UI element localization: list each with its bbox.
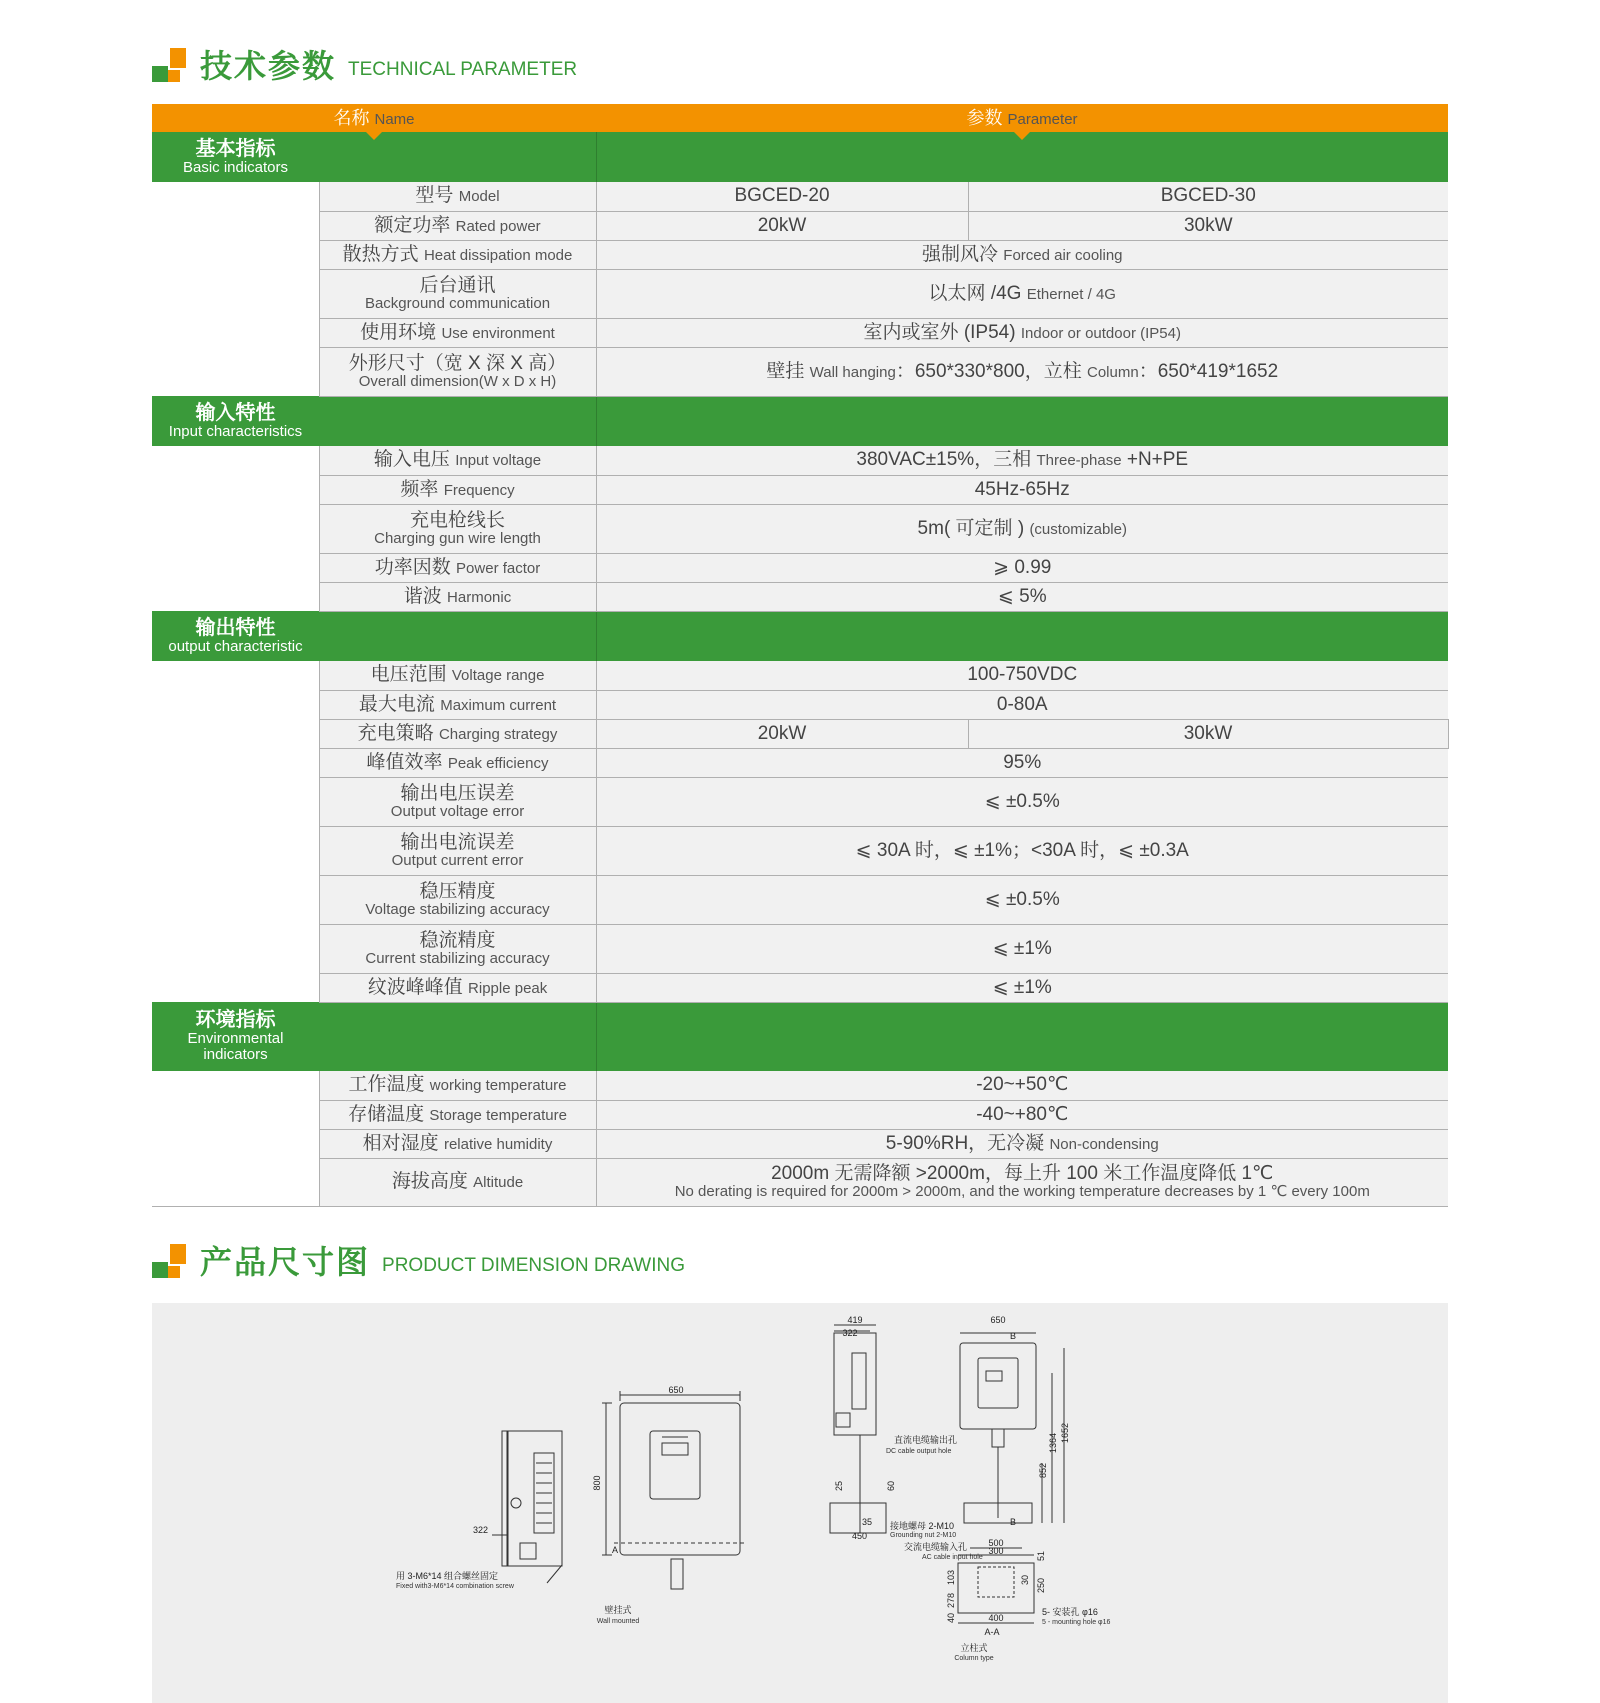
table-row: 充电策略 Charging strategy 20kW 30kW [152, 719, 1448, 748]
dim-450: 450 [852, 1531, 868, 1541]
section-aa-plate [958, 1563, 1034, 1613]
dimension-drawing [152, 1303, 1448, 1703]
group-title: 环境指标 Environmental indicators [152, 1002, 319, 1071]
table-row: 工作温度 working temperature -20~+50℃ [152, 1071, 1448, 1100]
column-front-body [960, 1343, 1036, 1429]
column-caption-cn: 立柱式 [960, 1643, 988, 1653]
ac-hole-en: AC cable input hole [922, 1554, 983, 1561]
dc-hole-en: DC cable output hole [886, 1448, 952, 1455]
group-row-output [152, 611, 1448, 661]
section-mark-a: A [612, 1545, 619, 1555]
group-row-input [152, 396, 1448, 446]
dim-400: 400 [988, 1613, 1004, 1623]
wall-front-body [620, 1403, 740, 1555]
table-row: 电压范围 Voltage range 100-750VDC [152, 661, 1448, 690]
section-title-cn: 技术参数 [200, 48, 337, 84]
table-header-row [152, 104, 1448, 132]
screw-note-cn: 用 3-M6*14 组合螺丝固定 [396, 1571, 499, 1581]
column-side-vent [852, 1353, 866, 1409]
wall-side-port [520, 1543, 536, 1559]
table-row: 稳流精度 Current stabilizing accuracy ⩽ ±1% [152, 924, 1448, 973]
section-title-technical [152, 48, 577, 82]
dim-322-col: 322 [842, 1328, 858, 1338]
section-mark-b2: B [1010, 1517, 1017, 1527]
ac-hole-cn: 交流电缆输入孔 [904, 1542, 968, 1552]
dim-25: 25 [834, 1480, 844, 1491]
column-side-body [834, 1333, 876, 1435]
dim-60: 60 [886, 1480, 896, 1491]
dim-1652: 1652 [1060, 1422, 1070, 1443]
section-bullet-icon [152, 48, 186, 82]
table-row: 功率因数 Power factor ⩾ 0.99 [152, 553, 1448, 582]
column-front-screen [986, 1371, 1002, 1381]
ground-nut-en: Grounding nut 2-M10 [890, 1532, 957, 1539]
group-row-environment [152, 1002, 1448, 1071]
group-title: 输出特性 output characteristic [152, 611, 319, 661]
dimension-drawing-svg [152, 1303, 1448, 1703]
group-title: 输入特性 Input characteristics [152, 396, 319, 446]
dim-650-wall: 650 [668, 1385, 684, 1395]
wall-front-post [671, 1559, 683, 1589]
column-caption-en: Column type [954, 1655, 994, 1662]
dim-300: 300 [988, 1546, 1004, 1556]
table-row: 散热方式 Heat dissipation mode 强制风冷 Forced air cooling [152, 240, 1448, 269]
wall-front-screen [662, 1443, 688, 1455]
wall-side-bolt [511, 1498, 521, 1508]
table-row: 峰值效率 Peak efficiency 95% [152, 748, 1448, 777]
table-row: 频率 Frequency 45Hz-65Hz [152, 475, 1448, 504]
section-title-en: TECHNICAL PARAMETER [348, 59, 578, 80]
section-title-cn: 产品尺寸图 [200, 1244, 371, 1280]
table-row: 额定功率 Rated power 20kW 30kW [152, 211, 1448, 240]
table-row: 输出电压误差 Output voltage error ⩽ ±0.5% [152, 777, 1448, 826]
dim-40: 40 [946, 1612, 956, 1623]
section-title-en: PRODUCT DIMENSION DRAWING [382, 1255, 685, 1276]
section-title-dimension [152, 1244, 685, 1278]
section-mark-b: B [1010, 1331, 1017, 1341]
section-aa-label: A-A [984, 1627, 1000, 1637]
table-row: 存储温度 Storage temperature -40~+80℃ [152, 1100, 1448, 1129]
table-row: 稳压精度 Voltage stabilizing accuracy ⩽ ±0.5% [152, 875, 1448, 924]
table-row: 后台通讯 Background communication 以太网 /4G Ethernet / 4G [152, 269, 1448, 318]
wall-caption-en: Wall mounted [596, 1618, 640, 1625]
mount-hole-cn: 5- 安装孔 φ16 [1042, 1607, 1098, 1617]
dim-800: 800 [592, 1475, 602, 1491]
dim-1364: 1364 [1048, 1432, 1058, 1453]
dim-278: 278 [946, 1592, 956, 1608]
table-row: 纹波峰峰值 Ripple peak ⩽ ±1% [152, 973, 1448, 1002]
table-row: 外形尺寸（宽 X 深 X 高） Overall dimension(W x D x H) 壁挂 Wall hanging：650*330*800，立柱 Column：650*419*1652 [152, 347, 1448, 396]
table-row: 海拔高度 Altitude 2000m 无需降额 >2000m，每上升 100 米工作温度降低 1℃ No derating is required for 2000m > 2000m, and the working temperature decreases by 1 ℃ every 100m [152, 1158, 1448, 1206]
table-row: 使用环境 Use environment 室内或室外 (IP54) Indoor or outdoor (IP54) [152, 318, 1448, 347]
dc-hole-cn: 直流电缆输出孔 [894, 1435, 958, 1445]
column-front-panel [978, 1358, 1018, 1408]
wall-front-panel [650, 1431, 700, 1499]
wall-caption-cn: 壁挂式 [604, 1605, 632, 1615]
table-row: 相对湿度 relative humidity 5-90%RH，无冷凝 Non-condensing [152, 1129, 1448, 1158]
dim-51: 51 [1036, 1550, 1046, 1561]
parameter-table [152, 104, 1449, 1207]
table-row: 谐波 Harmonic ⩽ 5% [152, 582, 1448, 611]
dim-500: 500 [988, 1538, 1004, 1548]
header-parameter: 参数 Parameter [596, 104, 1448, 132]
group-title: 基本指标 Basic indicators [152, 132, 319, 182]
dim-103: 103 [946, 1569, 956, 1585]
dim-35: 35 [862, 1517, 873, 1527]
mount-hole-en: 5 - mounting hole φ16 [1042, 1619, 1111, 1626]
table-row: 型号 Model BGCED-20 BGCED-30 [152, 182, 1448, 211]
table-row: 输出电流误差 Output current error ⩽ 30A 时，⩽ ±1%；<30A 时，⩽ ±0.3A [152, 826, 1448, 875]
dim-419: 419 [847, 1315, 863, 1325]
dim-250: 250 [1036, 1577, 1046, 1593]
table-row: 输入电压 Input voltage 380VAC±15%，三相 Three-phase +N+PE [152, 446, 1448, 475]
header-name: 名称 Name [152, 104, 596, 132]
dim-650-col: 650 [990, 1315, 1006, 1325]
section-bullet-icon [152, 1244, 186, 1278]
table-row: 充电枪线长 Charging gun wire length 5m( 可定制 ) (customizable) [152, 504, 1448, 553]
table-row: 最大电流 Maximum current 0-80A [152, 690, 1448, 719]
ground-nut-cn: 接地螺母 2-M10 [890, 1521, 955, 1531]
dim-322-wall: 322 [472, 1525, 488, 1535]
screw-note-en: Fixed with3-M6*14 combination screw [396, 1583, 514, 1590]
dim-852: 852 [1038, 1462, 1048, 1478]
dim-30: 30 [1020, 1574, 1030, 1585]
group-row-basic [152, 132, 1448, 182]
